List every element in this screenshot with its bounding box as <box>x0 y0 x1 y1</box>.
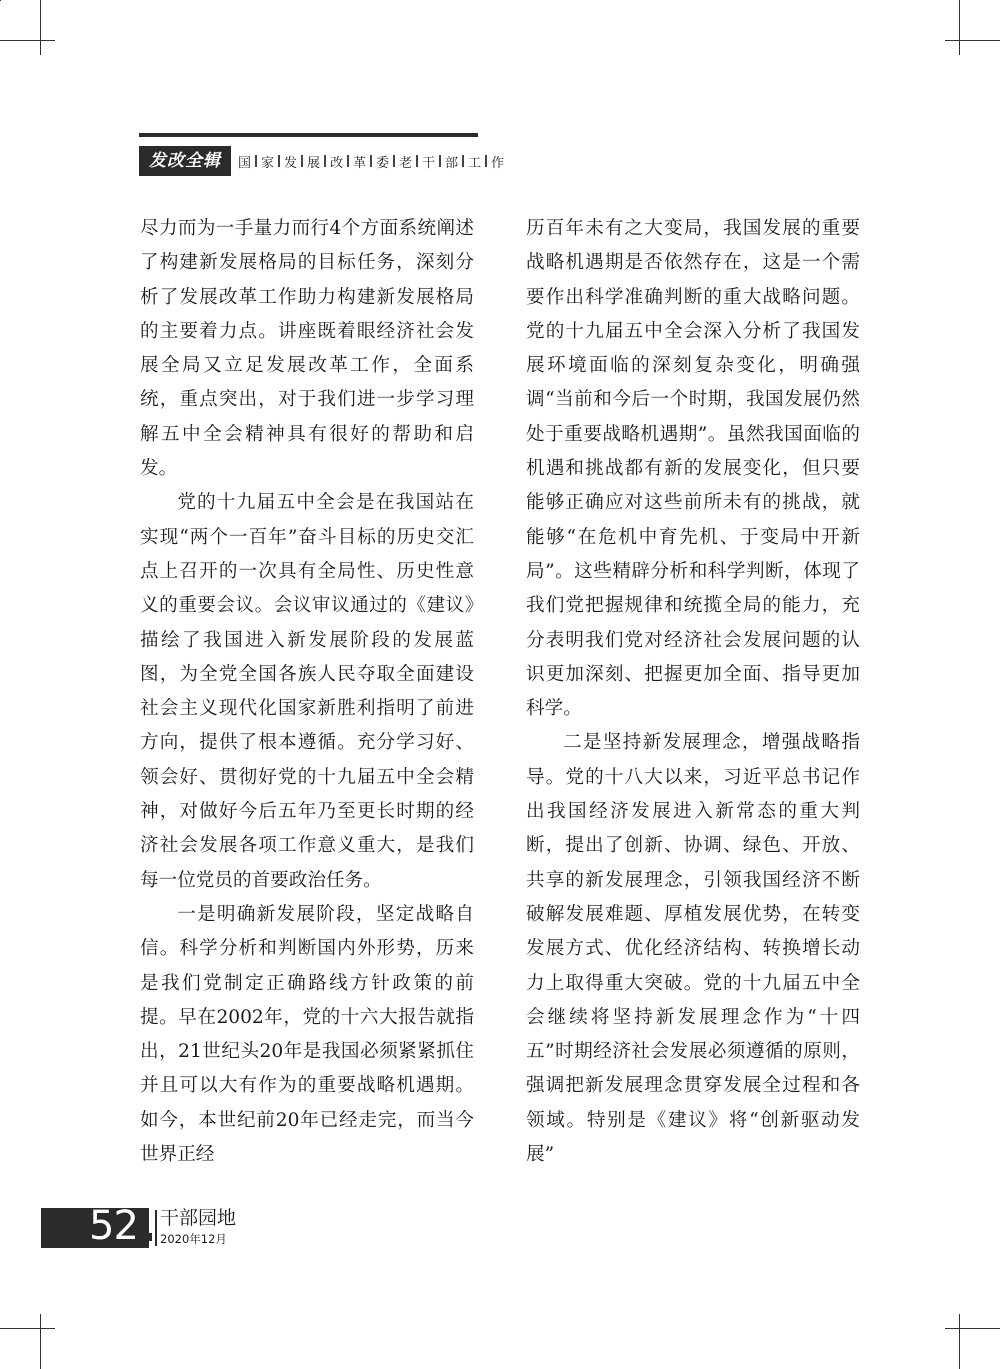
crop-mark <box>40 1314 41 1369</box>
issue-date: 2020年12月 <box>160 1232 227 1246</box>
article-right-column <box>526 212 860 1172</box>
crop-mark <box>959 0 960 55</box>
header-org-char: 老 <box>399 155 413 171</box>
crop-mark <box>945 1328 1000 1329</box>
magazine-title: 干部园地 <box>160 1207 237 1229</box>
header-org-char: 家 <box>261 155 275 171</box>
article-paragraph: 一是明确新发展阶段，坚定战略自信。科学分析和判断国内外形势，历来是我们党制定正确路线方针政策的前提。早在2002年，党的十六大报告就指出，21世纪头20年是我国必须紧紧抓住并且可以大有作为的重要战略机遇期。如今，本世纪前20年已经走完，而当今世界正经 <box>140 903 474 1166</box>
header-rule <box>139 133 478 137</box>
header-separator <box>278 155 280 167</box>
crop-mark <box>0 0 1 1</box>
header-org-char: 发 <box>284 155 298 171</box>
header-org-char: 作 <box>491 155 505 171</box>
header-separator <box>393 155 395 167</box>
header-org-char: 革 <box>353 155 367 171</box>
crop-mark <box>0 1328 55 1329</box>
article-paragraph: 党的十九届五中全会是在我国站在实现“两个一百年”奋斗目标的历史交汇点上召开的一次具有全局性、历史性意义的重要会议。会议审议通过的《建议》描绘了我国进入新发展阶段的发展蓝图，为全党全国各族人民夺取全面建设社会主义现代化国家新胜利指明了前进方向，提供了根本遵循。充分学习好、领会好、贯彻好党的十九届五中全会精神，对做好今后五年乃至更长时期的经济社会发展各项工作意义重大，是我们每一位党员的首要政治任务。 <box>140 492 474 891</box>
article-paragraph: 历百年未有之大变局，我国发展的重要战略机遇期是否依然存在，这是一个需要作出科学准确判断的重大战略问题。党的十九届五中全会深入分析了我国发展环境面临的深刻复杂变化，明确强调“当前和今后一个时期，我国发展仍然处于重要战略机遇期”。虽然我国面临的机遇和挑战都有新的发展变化，但只要能够正确应对这些前所未有的挑战，就能够“在危机中育先机、于变局中开新局”。这些精辟分析和科学判断，体现了我们党把握规律和统揽全局的能力，充分表明我们党对经济社会发展问题的认识更加深刻、把握更加全面、指导更加科学。 <box>526 218 860 720</box>
header-separator <box>347 155 349 167</box>
page-number: 52 <box>89 1203 138 1249</box>
footer-divider <box>155 1210 157 1246</box>
header-separator <box>370 155 372 167</box>
header-org-char: 委 <box>376 155 390 171</box>
page-number-dot <box>144 1233 152 1241</box>
article-left-column <box>140 212 474 1172</box>
header-org-char: 工 <box>468 155 482 171</box>
header-separator <box>255 155 257 167</box>
header-org-char: 干 <box>422 155 436 171</box>
header-org-char: 国 <box>238 155 252 171</box>
header-org-char: 展 <box>307 155 321 171</box>
header-org-name <box>238 150 504 172</box>
crop-mark <box>0 40 55 41</box>
crop-mark <box>945 40 1000 41</box>
article-paragraph: 尽力而为一手量力而行4个方面系统阐述了构建新发展格局的目标任务，深刻分析了发展改革工作助力构建新发展格局的主要着力点。讲座既着眼经济社会发展全局又立足发展改革工作，全面系统，重点突出，对于我们进一步学习理解五中全会精神具有很好的帮助和启发。 <box>140 218 474 480</box>
crop-mark <box>40 0 41 55</box>
header-separator <box>462 155 464 167</box>
article-paragraph: 二是坚持新发展理念，增强战略指导。党的十八大以来，习近平总书记作出我国经济发展进入新常态的重大判断，提出了创新、协调、绿色、开放、共享的新发展理念，引领我国经济不断破解发展难题、厚植发展优势，在转变发展方式、优化经济结构、转换增长动力上取得重大突破。党的十九届五中全会继续将坚持新发展理念作为“十四五”时期经济社会发展必须遵循的原则，强调把新发展理念贯穿发展全过程和各领域。特别是《建议》将“创新驱动发展” <box>526 732 860 1166</box>
header-org-char: 部 <box>445 155 459 171</box>
header-org-char: 改 <box>330 155 344 171</box>
header-separator <box>416 155 418 167</box>
header-separator <box>439 155 441 167</box>
crop-mark <box>959 1314 960 1369</box>
header-separator <box>324 155 326 167</box>
section-badge: 发改全辑 <box>139 146 231 176</box>
header-separator <box>485 155 487 167</box>
header-separator <box>301 155 303 167</box>
